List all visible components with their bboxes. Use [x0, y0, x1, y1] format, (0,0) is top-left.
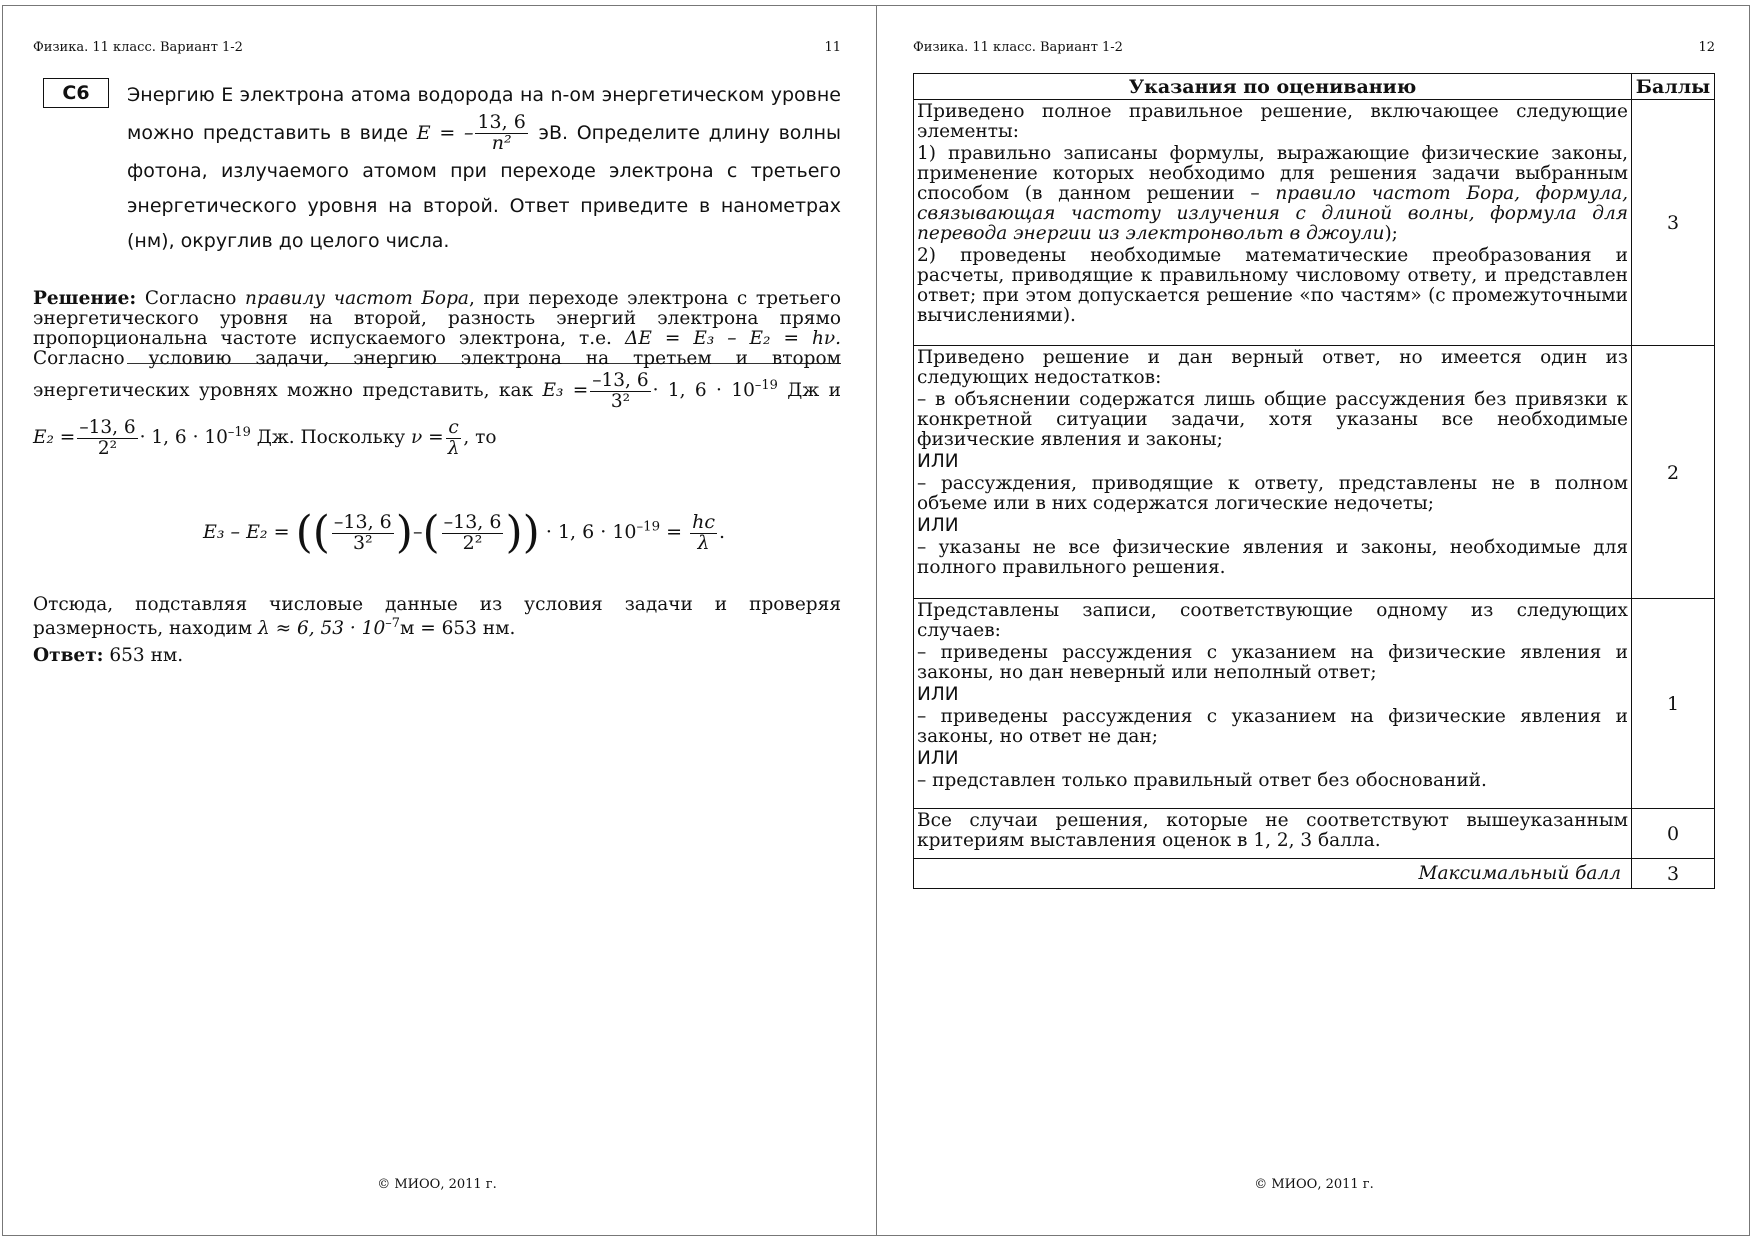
e2-fraction — [77, 418, 137, 458]
page-divider — [876, 5, 877, 1236]
solution-text: размерность, находим — [33, 618, 253, 639]
left-page-header: Физика. 11 класс. Вариант 1-2 — [33, 40, 243, 55]
or-separator: ИЛИ — [917, 451, 959, 472]
points-cell: 2 — [1632, 346, 1715, 599]
solution-text: пропорциональна частоте испускаемого электрона, т.е. — [33, 328, 612, 349]
criteria-item: – представлен только правильный ответ без обоснований. — [917, 770, 1487, 791]
eq-fraction-2 — [442, 510, 504, 554]
criteria-text: Приведено решение и дан верный ответ, но имеется один из следующих недостатков: — [917, 347, 1628, 388]
table-row — [914, 599, 1715, 809]
nu-fraction — [446, 418, 462, 458]
e3-fraction — [590, 371, 650, 411]
task-formula-lhs: E = – — [416, 121, 474, 144]
energy-difference-formula: ΔE = E₃ – E₂ = hν. — [624, 328, 841, 349]
left-page-footer: © МИОО, 2011 г. — [377, 1177, 497, 1192]
conclusion — [33, 595, 841, 666]
max-score-label: Максимальный балл — [914, 859, 1632, 889]
exponent: –19 — [636, 519, 661, 535]
criteria-column-header: Указания по оцениванию — [914, 74, 1632, 100]
or-separator: ИЛИ — [917, 515, 959, 536]
task-label: С6 — [43, 78, 109, 108]
table-header-row — [914, 74, 1715, 100]
table-row — [914, 809, 1715, 859]
main-equation — [203, 507, 726, 558]
or-separator: ИЛИ — [917, 684, 959, 705]
fraction-denominator: 2² — [97, 437, 118, 459]
criteria-item: – приведены рассуждения с указанием на физические явления и законы, но ответ не дан; — [917, 706, 1628, 747]
eq-fraction-3 — [332, 510, 394, 554]
fraction-numerator: hc — [692, 510, 715, 533]
fraction-numerator: 13, 6 — [477, 111, 526, 133]
answer-line — [33, 646, 841, 666]
e3-symbol: E₃ = — [542, 380, 589, 401]
criteria-text: Представлены записи, соответствующие одному из следующих случаев: — [917, 600, 1628, 641]
right-page-header: Физика. 11 класс. Вариант 1-2 — [913, 40, 1123, 55]
criteria-item — [917, 144, 1628, 244]
exponent: –7 — [385, 615, 400, 631]
answer-label: Ответ: — [33, 645, 104, 666]
multiplier: · 1, 6 · 10 — [652, 380, 755, 401]
minus-sign: – — [412, 521, 423, 543]
fraction-denominator: λ — [447, 437, 460, 459]
criteria-cell — [914, 346, 1632, 599]
points-cell: 1 — [1632, 599, 1715, 809]
exponent: –19 — [754, 377, 778, 393]
table-row — [914, 346, 1715, 599]
criteria-cell: Все случаи решения, которые не соответствуют вышеуказанным критериям выставления оценок в 1, 2, 3 балла. — [914, 809, 1632, 859]
left-page — [33, 0, 841, 1239]
solution-line: Согласно условию задачи, энергию электрона на третьем и втором — [33, 348, 841, 369]
result-value: λ ≈ 6, 53 · 10 — [257, 618, 386, 639]
solution-text: Дж и — [787, 380, 841, 401]
solution-line-e3 — [33, 369, 841, 413]
points-cell: 0 — [1632, 809, 1715, 859]
criteria-item: – приведены рассуждения с указанием на физические явления и законы, но дан неверный или неполный ответ; — [917, 642, 1628, 683]
solution-text: Дж. Поскольку — [256, 427, 406, 448]
criteria-text: Приведено полное правильное решение, включающее следующие элементы: — [917, 101, 1628, 142]
criteria-text: 1) правильно записаны формулы, выражающие физические законы, применение которых необходимо для решения задачи выбранным способом (в данном решении – — [917, 143, 1628, 204]
bohr-rule-term: правилу частот Бора — [245, 288, 469, 309]
criteria-item: – в объяснении содержатся лишь общие рассуждения без привязки к конкретной ситуации задачи, хотя указаны все необходимые физические явления и законы; — [917, 389, 1628, 450]
criteria-item: 2) проведены необходимые математические преобразования и расчеты, приводящие к правильному числовому ответу, и представлен ответ; при этом допускается решение «по частям» (с промежуточными вычислениями). — [917, 245, 1628, 326]
left-page-number: 11 — [824, 40, 841, 55]
criteria-item: – указаны не все физические явления и законы, необходимые для полного правильного решения. — [917, 537, 1628, 578]
criteria-text: ); — [1384, 223, 1398, 244]
points-cell: 3 — [1632, 100, 1715, 346]
table-row — [914, 100, 1715, 346]
fraction-denominator: 2² — [462, 531, 483, 554]
solution-line: энергетического уровня на второй, разность энергий электрона прямо — [33, 308, 841, 329]
multiplier: · 1, 6 · 10 — [545, 521, 637, 543]
task-line: фотона, излучаемого атомом при переходе электрона с третьего — [127, 159, 841, 182]
fraction-denominator: n² — [491, 131, 512, 154]
solution-line-e2 — [33, 413, 841, 463]
solution-line — [33, 289, 841, 309]
points-column-header: Баллы — [1632, 74, 1715, 100]
exponent: –19 — [227, 424, 251, 440]
solution-line-result — [33, 615, 841, 639]
equals-sign: = — [666, 521, 683, 543]
fraction-denominator: 3² — [610, 390, 631, 412]
paren-open: ( — [422, 507, 440, 558]
grading-table — [913, 73, 1715, 889]
criteria-item: – рассуждения, приводящие к ответу, представлены не в полном объеме или в них содержатся логические недочеты; — [917, 473, 1628, 514]
criteria-italic-text: правило частот Бора, формула, связывающая частоту излучения с длиной волны, формула для перевода энергии из электронвольт в джоули — [917, 183, 1628, 244]
task-line-formula — [127, 113, 841, 154]
right-page — [913, 0, 1715, 1239]
criteria-cell — [914, 100, 1632, 346]
nu-symbol: ν = — [411, 427, 444, 448]
multiplier: · 1, 6 · 10 — [139, 427, 228, 448]
solution-text: энергетических уровнях можно представить, как — [33, 380, 534, 401]
fraction-denominator: 3² — [352, 531, 373, 554]
task-line: эВ. Определите длину волны — [538, 121, 841, 144]
fraction-numerator: c — [448, 417, 459, 439]
paren-open: (( — [295, 507, 330, 558]
or-separator: ИЛИ — [917, 748, 959, 769]
paren-close: )) — [505, 507, 540, 558]
period: . — [718, 521, 726, 543]
fraction-numerator: –13, 6 — [592, 370, 649, 392]
max-score-row — [914, 859, 1715, 889]
task-formula-fraction — [475, 113, 527, 154]
paren-close: ) — [395, 507, 413, 558]
result-unit: м = 653 нм. — [399, 618, 516, 639]
e2-symbol: E₂ = — [33, 427, 76, 448]
max-score-value: 3 — [1632, 859, 1715, 889]
fraction-numerator: –13, 6 — [443, 510, 502, 533]
solution-label: Решение: — [33, 288, 137, 309]
task-text — [127, 78, 841, 259]
criteria-cell — [914, 599, 1632, 809]
task-line: можно представить в виде — [127, 121, 409, 144]
fraction-denominator: λ — [697, 531, 710, 554]
hc-fraction — [690, 510, 717, 554]
task-line: (нм), округлив до целого числа. — [127, 229, 450, 252]
right-page-number: 12 — [1698, 40, 1715, 55]
solution-text: Согласно — [144, 288, 237, 309]
fraction-numerator: –13, 6 — [333, 510, 392, 533]
solution-line — [33, 329, 841, 349]
task-line: Энергию E электрона атома водорода на n-ом энергетическом уровне — [127, 84, 841, 106]
solution-line: Отсюда, подставляя числовые данные из условия задачи и проверяя — [33, 594, 841, 615]
solution-text: , то — [463, 427, 497, 448]
fraction-numerator: –13, 6 — [79, 417, 136, 439]
answer-value: 653 нм. — [109, 645, 184, 666]
right-page-footer: © МИОО, 2011 г. — [1254, 1177, 1374, 1192]
solution-text: , при переходе электрона с третьего — [468, 288, 842, 309]
eq-lhs: E₃ – E₂ = — [203, 521, 290, 543]
task-line: энергетического уровня на второй. Ответ приведите в нанометрах — [127, 194, 841, 217]
